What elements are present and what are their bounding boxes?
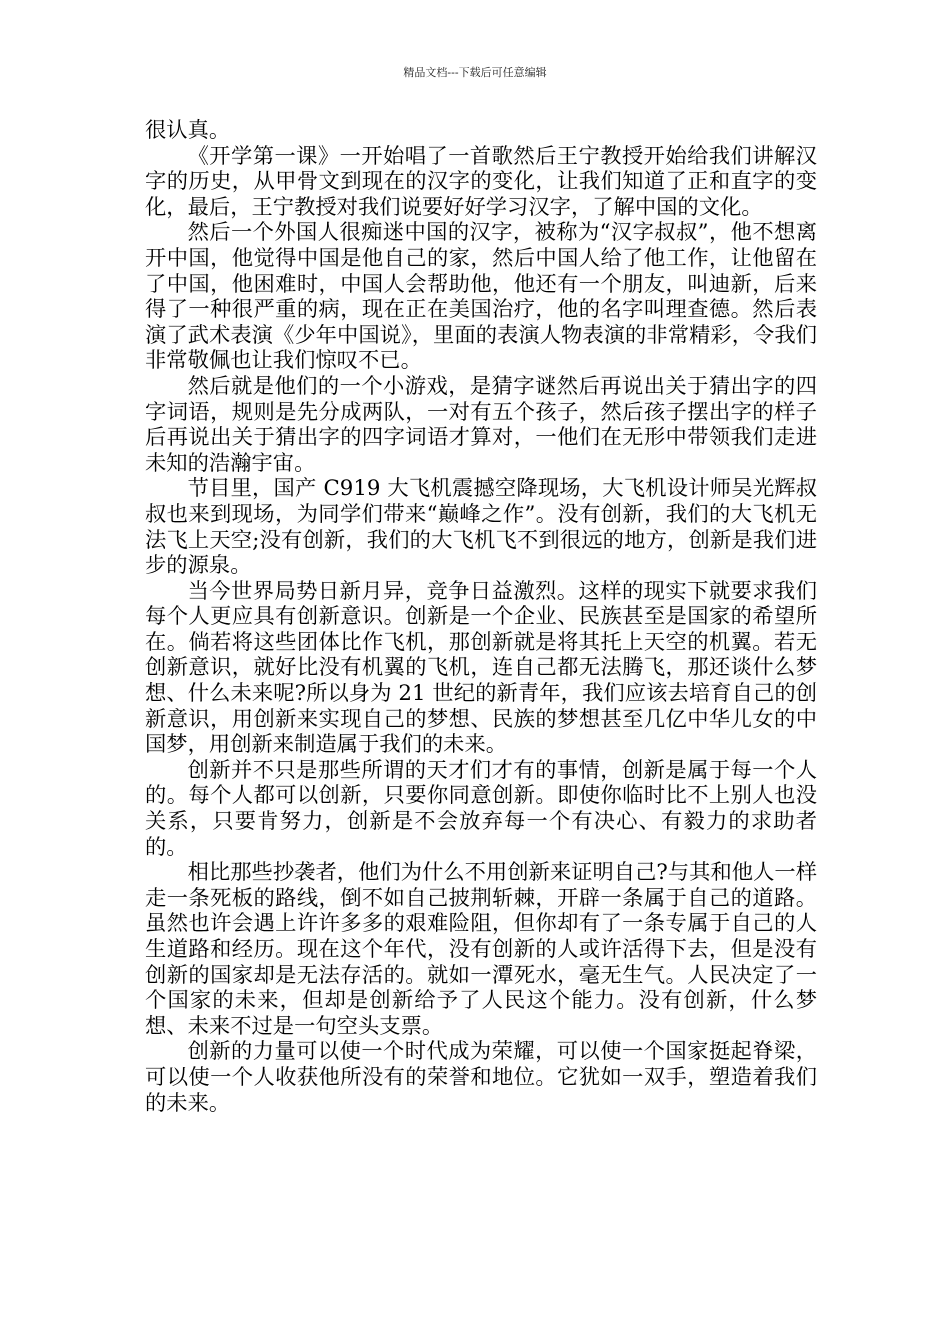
page-header: 精品文档---下载后可任意编辑 (403, 66, 547, 79)
document-body (145, 118, 817, 1116)
paragraph: 创新并不只是那些所谓的天才们才有的事情，创新是属于每一个人的。每个人都可以创新，只要你同意创新。即使你临时比不上别人也没关系，只要肯努力，创新是不会放弃每一个有决心、有毅力的求助者的。 (145, 757, 817, 860)
paragraph: 然后一个外国人很痴迷中国的汉字，被称为“汉字叔叔”，他不想离开中国，他觉得中国是他自己的家，然后中国人给了他工作，让他留在了中国，他困难时，中国人会帮助他，他还有一个朋友，叫迪新，后来得了一种很严重的病，现在正在美国治疗，他的名字叫理查德。然后表演了武术表演《少年中国说》，里面的表演人物表演的非常精彩，令我们非常敬佩也让我们惊叹不已。 (145, 220, 817, 374)
paragraph: 然后就是他们的一个小游戏，是猜字谜然后再说出关于猜出字的四字词语，规则是先分成两队，一对有五个孩子，然后孩子摆出字的样子后再说出关于猜出字的四字词语才算对，一他们在无形中带领我们走进未知的浩瀚宇宙。 (145, 373, 817, 476)
paragraph: 节目里，国产 C919 大飞机震撼空降现场，大飞机设计师吴光辉叔叔也来到现场，为同学们带来“巅峰之作”。没有创新，我们的大飞机无法飞上天空;没有创新，我们的大飞机飞不到很远的地方，创新是我们进步的源泉。 (145, 476, 817, 579)
paragraph: 相比那些抄袭者，他们为什么不用创新来证明自己?与其和他人一样走一条死板的路线，倒不如自己披荆斩棘，开辟一条属于自己的道路。虽然也许会遇上许许多多的艰难险阻，但你却有了一条专属于自己的人生道路和经历。现在这个年代，没有创新的人或许活得下去，但是没有创新的国家却是无法存活的。就如一潭死水，毫无生气。人民决定了一个国家的未来，但却是创新给予了人民这个能力。没有创新，什么梦想、未来不过是一句空头支票。 (145, 860, 817, 1039)
paragraph: 很认真。 (145, 118, 231, 143)
paragraph: 《开学第一课》一开始唱了一首歌然后王宁教授开始给我们讲解汉字的历史，从甲骨文到现在的汉字的变化，让我们知道了正和直字的变化，最后，王宁教授对我们说要好好学习汉字，了解中国的文化。 (145, 143, 817, 220)
paragraph: 当今世界局势日新月异，竞争日益激烈。这样的现实下就要求我们每个人更应具有创新意识。创新是一个企业、民族甚至是国家的希望所在。倘若将这些团体比作飞机，那创新就是将其托上天空的机翼。若无创新意识，就好比没有机翼的飞机，连自己都无法腾飞，那还谈什么梦想、什么未来呢?所以身为 21 世纪的新青年，我们应该去培育自己的创新意识，用创新来实现自己的梦想、民族的梦想甚至几亿中华儿女的中国梦，用创新来制造属于我们的未来。 (145, 578, 817, 758)
paragraph: 创新的力量可以使一个时代成为荣耀，可以使一个国家挺起脊梁，可以使一个人收获他所没有的荣誉和地位。它犹如一双手，塑造着我们的未来。 (145, 1039, 817, 1116)
